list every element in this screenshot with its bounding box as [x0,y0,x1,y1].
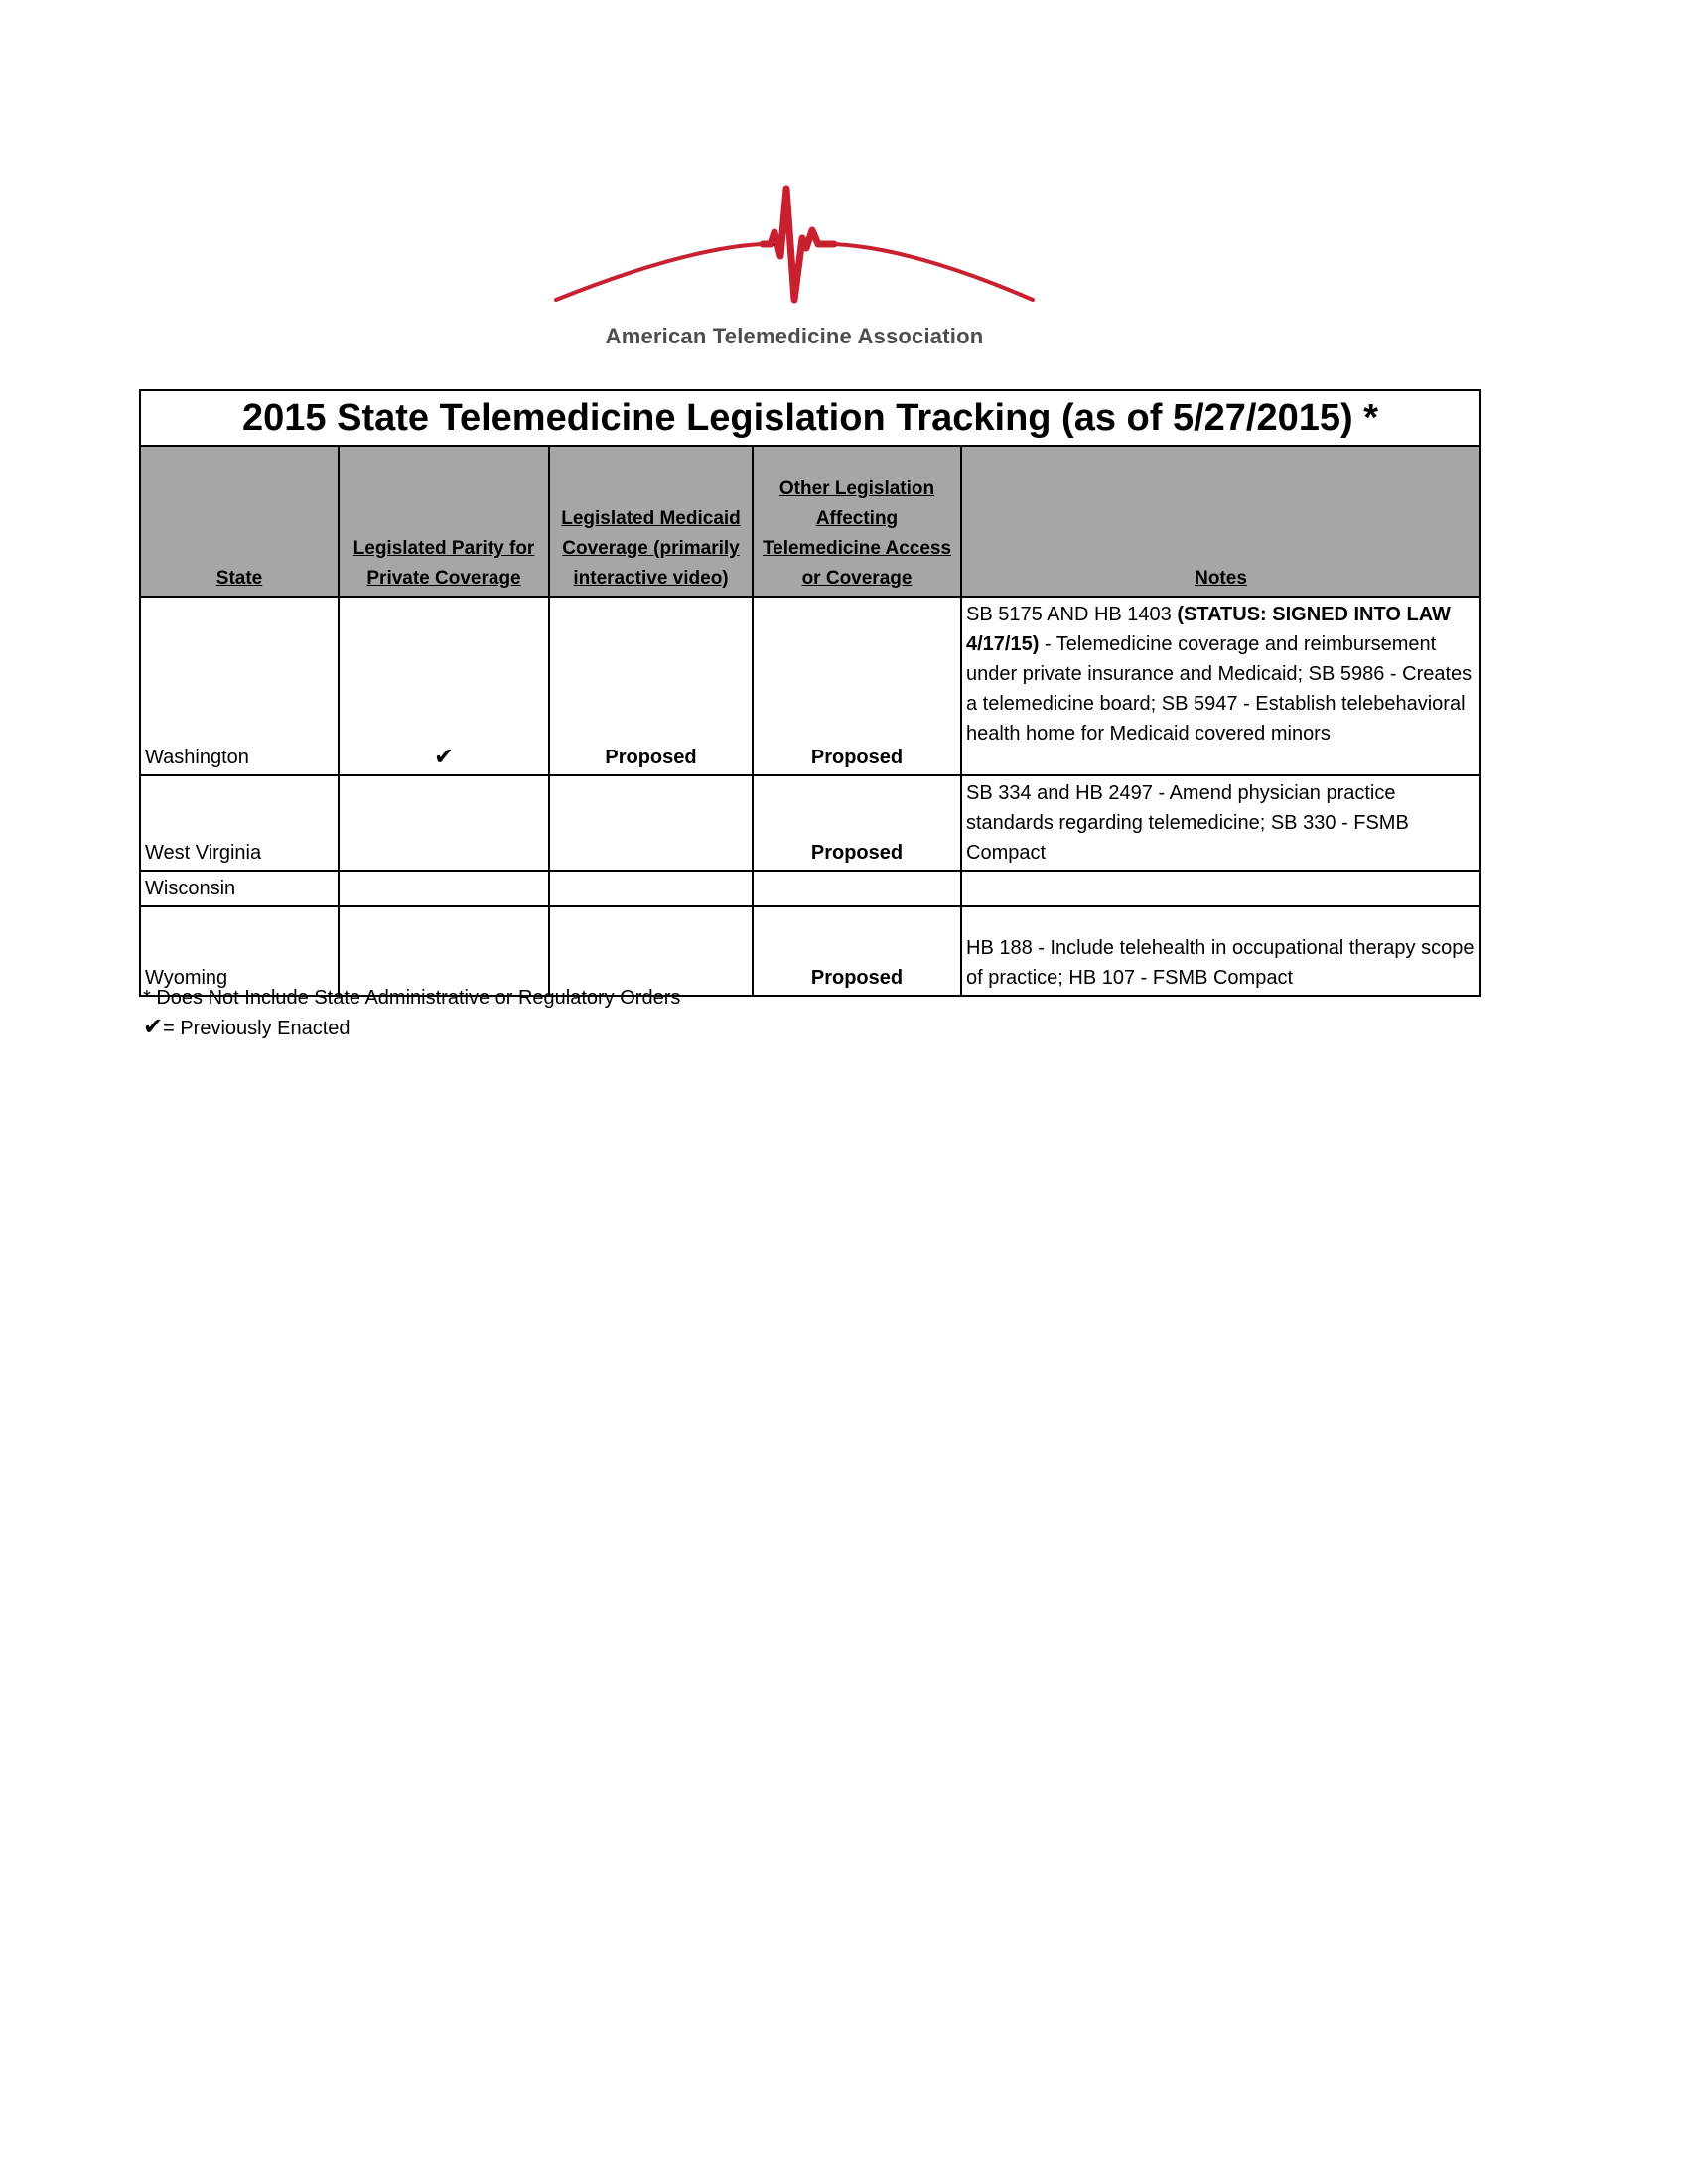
footnotes [143,983,680,1043]
table-title: 2015 State Telemedicine Legislation Tracking (as of 5/27/2015) * [140,390,1480,446]
header-other-legislation: Other Legislation Affecting Telemedicine Access or Coverage [753,446,961,597]
notes-text: SB 5175 AND HB 1403 [966,604,1178,625]
medicaid-cell [549,871,753,906]
legislation-table [139,389,1481,997]
table-row [140,597,1480,775]
notes-status: (STATUS: SIGNED INTO LAW 4/17/15) [966,604,1451,655]
org-name: American Telemedicine Association [605,324,984,348]
heartbeat-arc-icon [536,179,1053,318]
medicaid-cell [549,775,753,871]
footnote-asterisk: * Does Not Include State Administrative or Regulatory Orders [143,987,681,1009]
parity-cell [339,775,549,871]
state-cell: Wisconsin [140,871,339,906]
checkmark-icon: ✔ [143,1014,164,1040]
notes-cell: HB 188 - Include telehealth in occupational therapy scope of practice; HB 107 - FSMB Compact [961,906,1480,996]
state-cell: Wyoming [140,906,339,996]
state-cell: West Virginia [140,775,339,871]
header-parity: Legislated Parity for Private Coverage [339,446,549,597]
header-medicaid: Legislated Medicaid Coverage (primarily interactive video) [549,446,753,597]
table-row [140,871,1480,906]
notes-cell [961,871,1480,906]
table-row [140,775,1480,871]
notes-cell [961,597,1480,775]
other-legislation-cell: Proposed [753,597,961,775]
state-cell: Washington [140,597,339,775]
header-state: State [140,446,339,597]
parity-cell [339,871,549,906]
footnote-check-text: = Previously Enacted [163,1018,351,1039]
medicaid-cell: Proposed [549,597,753,775]
footnote-check [143,1013,680,1043]
other-legislation-cell [753,871,961,906]
parity-checkmark-icon: ✔ [339,597,549,775]
other-legislation-cell: Proposed [753,775,961,871]
ata-logo [536,179,1053,357]
other-legislation-cell: Proposed [753,906,961,996]
notes-cell: SB 334 and HB 2497 - Amend physician practice standards regarding telemedicine; SB 330 - FSMB Compact [961,775,1480,871]
notes-text: - Telemedicine coverage and reimbursement under private insurance and Medicaid; SB 5986 - Creates a telemedicine board; SB 5947 - Establish telebehavioral health home for Medicaid covered minors [966,633,1473,745]
header-notes: Notes [961,446,1480,597]
